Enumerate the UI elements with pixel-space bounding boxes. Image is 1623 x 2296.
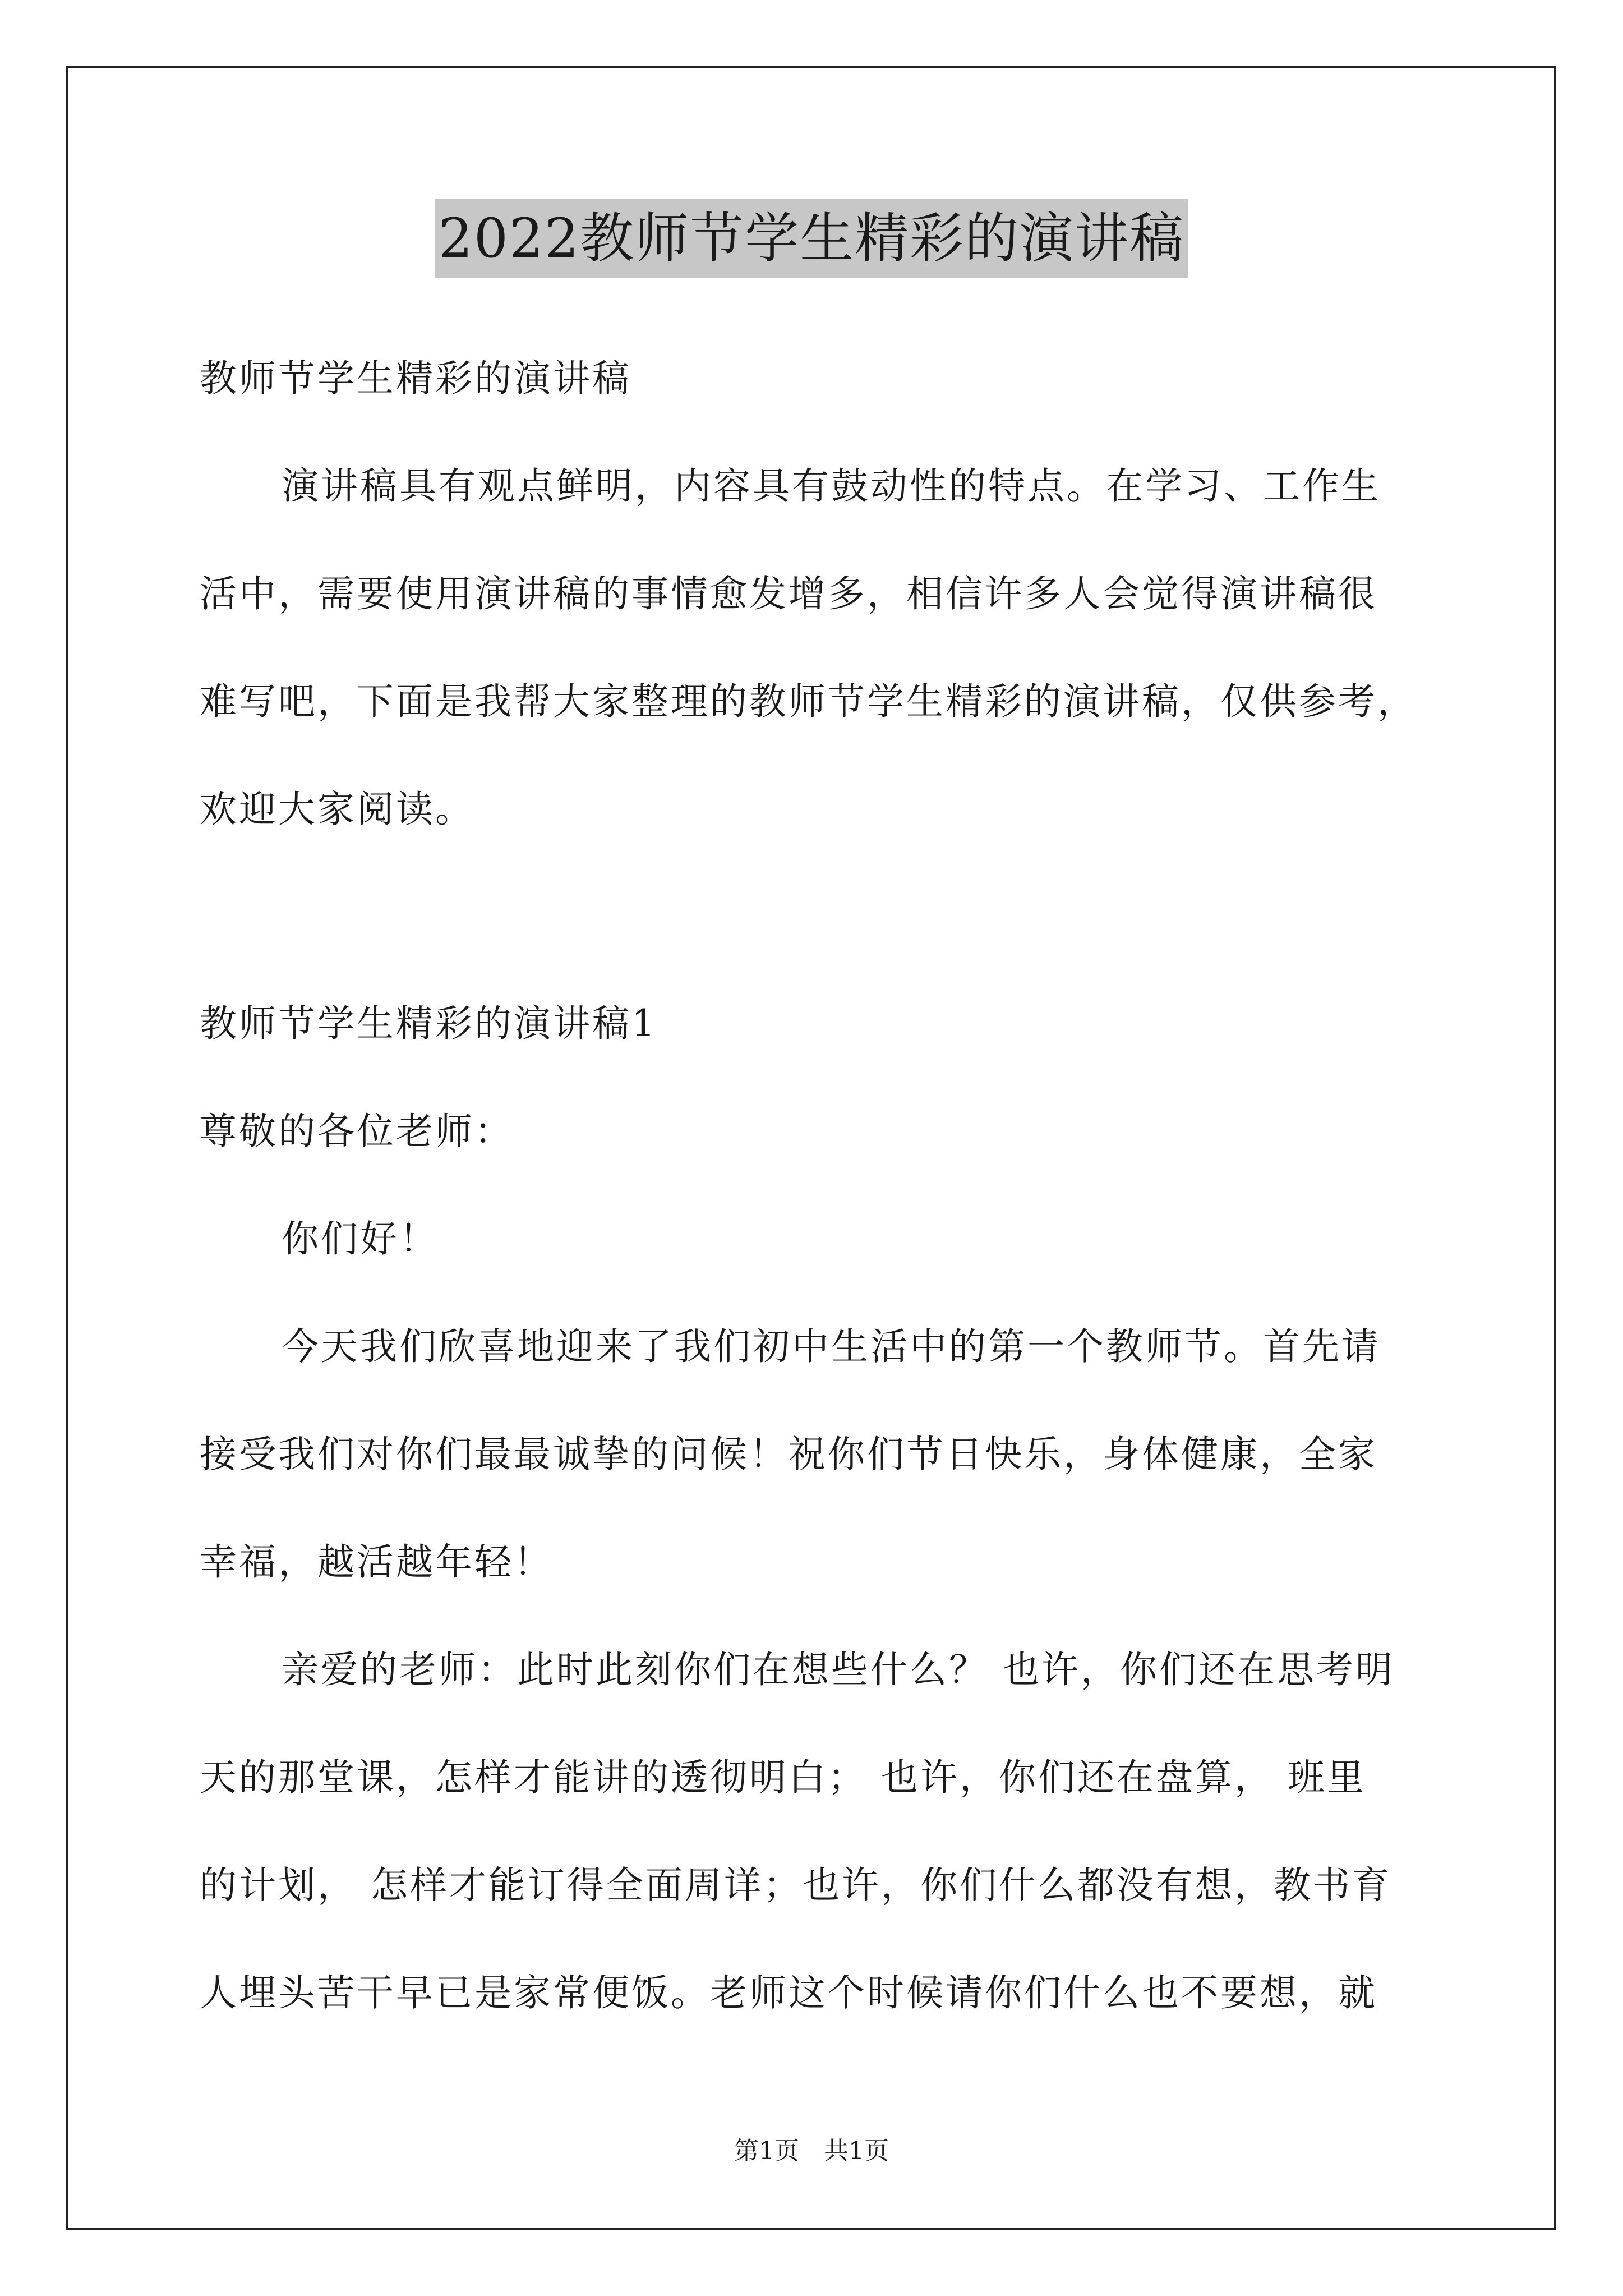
text-line: 你们好！	[282, 1217, 439, 1260]
text-line: 演讲稿具有观点鲜明，内容具有鼓动性的特点。在学习、工作生	[282, 464, 1381, 508]
text-line: 幸福，越活越年轻！	[200, 1540, 553, 1584]
page-number: 第1页 共1页	[734, 2137, 889, 2165]
title-container	[0, 199, 1623, 278]
text-line: 人埋头苦干早已是家常便饭。老师这个时候请你们什么也不要想，就	[200, 1971, 1377, 2014]
text-line: 难写吧，下面是我帮大家整理的教师节学生精彩的演讲稿，仅供参考，	[200, 680, 1417, 723]
text-line: 的计划， 怎样才能订得全面周详；也许，你们什么都没有想，教书育	[200, 1864, 1391, 1907]
text-line: 亲爱的老师：此时此刻你们在想些什么？ 也许，你们还在思考明	[282, 1648, 1395, 1691]
text-line: 教师节学生精彩的演讲稿1	[200, 1002, 657, 1045]
text-line: 欢迎大家阅读。	[200, 788, 474, 831]
document-title: 2022教师节学生精彩的演讲稿	[435, 199, 1188, 278]
text-line: 今天我们欣喜地迎来了我们初中生活中的第一个教师节。首先请	[282, 1325, 1381, 1368]
text-line: 教师节学生精彩的演讲稿	[200, 357, 631, 400]
text-line: 天的那堂课，怎样才能讲的透彻明白； 也许，你们还在盘算， 班里	[200, 1756, 1366, 1799]
text-line: 接受我们对你们最最诚挚的问候！祝你们节日快乐，身体健康，全家	[200, 1433, 1377, 1476]
text-line: 活中，需要使用演讲稿的事情愈发增多，相信许多人会觉得演讲稿很	[200, 572, 1377, 615]
text-line: 尊敬的各位老师：	[200, 1110, 514, 1153]
